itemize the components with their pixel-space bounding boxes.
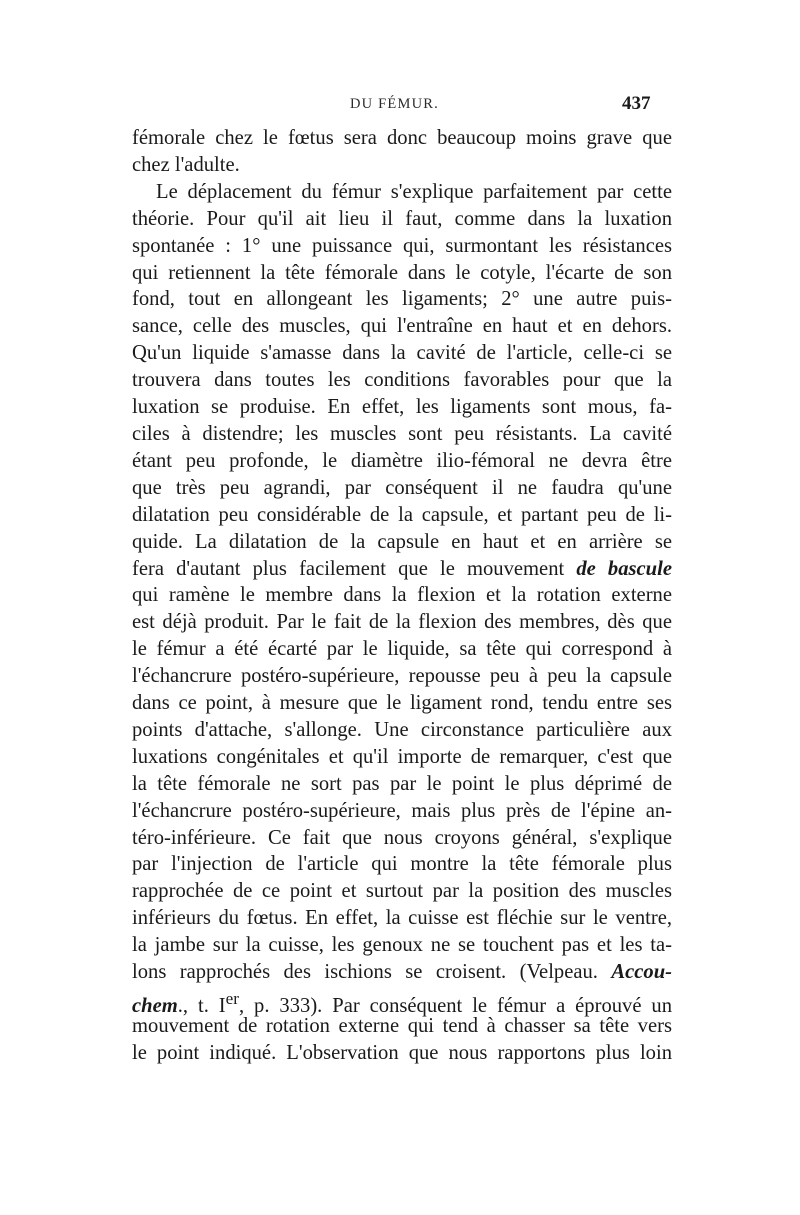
text-segment: lons rapprochés des ischions se croisent. (Velpeau. [132,961,598,984]
superscript: er [225,989,239,1008]
text-line: points d'attache, s'allonge. Une circonstance particulière aux [132,718,672,741]
text-line: ciles à distendre; les muscles sont peu résistants. La cavité [132,422,672,445]
text-line: fond, tout en allongeant les ligaments; 2° une autre puis- [132,288,672,311]
text-line: théorie. Pour qu'il ait lieu il faut, comme dans la luxation [132,207,672,230]
text-line: dans ce point, à mesure que le ligament rond, tendu entre ses [132,692,672,715]
text-line: mouvement de rotation externe qui tend à chasser sa tête vers [132,1014,672,1037]
text-line: Le déplacement du fémur s'explique parfaitement par cette [156,180,672,203]
text-line: trouvera dans toutes les conditions favorables pour que la [132,369,672,392]
text-line: la jambe sur la cuisse, les genoux ne se touchent pas et les ta- [132,934,672,957]
italic-term: de bascule [576,557,672,580]
text-line: Qu'un liquide s'amasse dans la cavité de l'article, celle-ci se [132,342,672,365]
text-line: par l'injection de l'article qui montre la tête fémorale plus [132,853,672,876]
text-line: que très peu agrandi, par conséquent il ne faudra qu'une [132,476,672,499]
text-segment: , p. 333). Par conséquent le fémur a éprouvé un [238,994,673,1017]
text-segment: ., t. I [177,994,226,1017]
text-line: l'échancrure postéro-supérieure, mais plus près de l'épine an- [132,799,672,822]
text-line: qui ramène le membre dans la flexion et la rotation externe [132,584,672,607]
text-line: sance, celle des muscles, qui l'entraîne en haut et en dehors. [132,315,672,338]
text-line: le point indiqué. L'observation que nous rapportons plus loin [132,1041,672,1064]
italic-term: Accou- [611,961,672,984]
text-line: étant peu profonde, le diamètre ilio-fémoral ne devra être [132,449,672,472]
text-line: chez l'adulte. [132,153,240,176]
text-line-with-citation [132,986,673,1017]
text-line: luxations congénitales et qu'il importe de remarquer, c'est que [132,745,672,768]
text-line: fémorale chez le fœtus sera donc beaucoup moins grave que [132,127,672,149]
text-line: qui retiennent la tête fémorale dans le cotyle, l'écarte de son [132,261,672,284]
page-number: 437 [622,93,651,114]
text-line: inférieurs du fœtus. En effet, la cuisse est fléchie sur le ventre, [132,907,672,930]
running-title: DU FÉMUR. [350,96,439,112]
text-line: téro-inférieure. Ce fait que nous croyons général, s'explique [132,826,672,849]
text-line-with-italic [132,556,672,583]
italic-term: chem [132,994,178,1017]
text-line: l'échancrure postéro-supérieure, repousse peu à peu la capsule [132,665,672,688]
body-text [132,125,672,1067]
text-line: spontanée : 1° une puissance qui, surmontant les résistances [132,234,672,257]
text-segment: fera d'autant plus facilement que le mouvement [132,557,565,580]
text-line: luxation se produise. En effet, les ligaments sont mous, fa- [132,396,672,419]
text-line: le fémur a été écarté par le liquide, sa tête qui correspond à [132,638,672,661]
running-head [0,93,800,120]
text-line: dilatation peu considérable de la capsule, et partant peu de li- [132,503,672,526]
text-line: rapprochée de ce point et surtout par la position des muscles [132,880,672,903]
text-line: la tête fémorale ne sort pas par le point le plus déprimé de [132,772,672,795]
text-line: quide. La dilatation de la capsule en haut et en arrière se [132,530,672,553]
text-line: est déjà produit. Par le fait de la flexion des membres, dès que [132,611,672,634]
text-line-with-italic [132,959,672,986]
